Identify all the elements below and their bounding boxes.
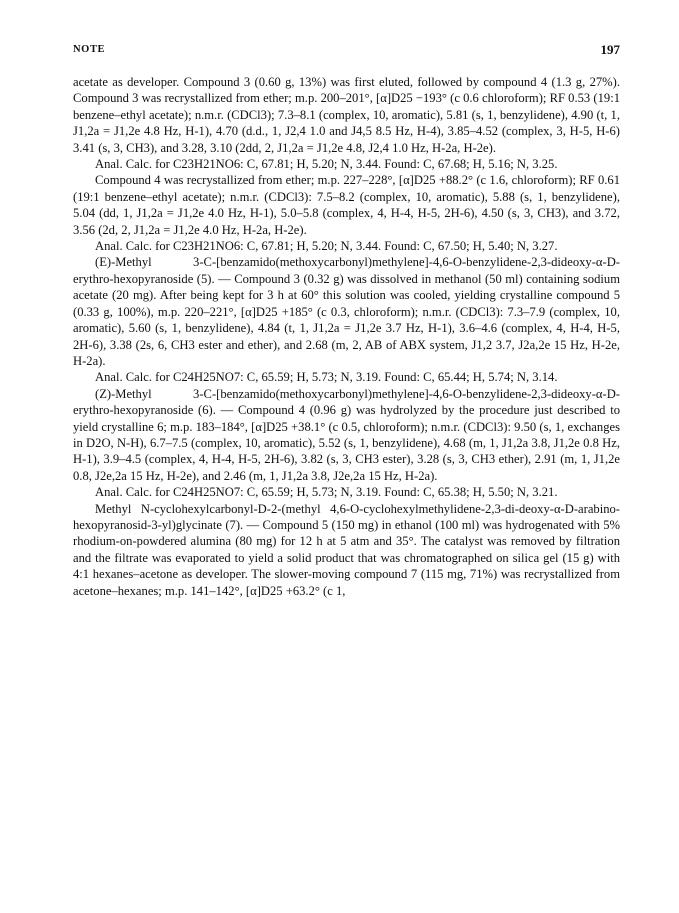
paragraph-compound-5: (E)-Methyl 3-C-[benzamido(methoxycarbonyl)methylene]-4,6-O-benzylidene-2,3-dideoxy-α-D-erythro-hexopyranoside (5). — Compound 3 (0.32 g) was dissolved in methanol (50 ml) containing sodium acetate (20 mg). After being kept for 3 h at 60° this solution was cooled, yielding crystalline compound 5 (0.33 g, 100%), m.p. 220–221°, [α]D25 +185° (c 0.3, chloroform); n.m.r. (CDCl3): 7.3–7.9 (complex, 10, aromatic), 5.60 (s, 1, benzylidene), 4.84 (t, 1, J1,2a = J1,2e 3.7 Hz, H-1), 3.6–4.6 (complex, 4, H-4, H-5, 2H-6), 3.38 (2s, 6, CH3 ester and ether), and 2.68 (m, 2, AB of ABX system, J1,2 3.7, J2a,2e 15 Hz, H-2e, H-2a). (73, 255, 620, 368)
paragraph-compound-4-data: Compound 4 was recrystallized from ether; m.p. 227–228°, [α]D25 +88.2° (c 1.6, chloroform); RF 0.61 (19:1 benzene–ethyl acetate); n.m.r. (CDCl3): 7.5–8.2 (complex, 10, aromatic), 5.88 (s, 1, benzylidene), 5.04 (dd, 1, J1,2a = J1,2e 4.0 Hz, H-1), 5.0–5.8 (complex, 4, H-4, H-5, 2H-6), 4.50 (s, 3, CH3), and 3.72, 3.56 (2d, 2, J1,2a = J1,2e 4.0 Hz, H-2a, H-2e). (73, 173, 620, 237)
paragraph-analysis-3: Anal. Calc. for C23H21NO6: C, 67.81; H, 5.20; N, 3.44. Found: C, 67.68; H, 5.16; N, 3.25. (95, 157, 558, 172)
paragraph-analysis-6: Anal. Calc. for C24H25NO7: C, 65.59; H, 5.73; N, 3.19. Found: C, 65.38; H, 5.50; N, 3.21. (95, 485, 558, 500)
paragraph-analysis-4: Anal. Calc. for C23H21NO6: C, 67.81; H, 5.20; N, 3.44. Found: C, 67.50; H, 5.40; N, 3.27. (95, 239, 558, 254)
page-number: 197 (600, 42, 620, 57)
paragraph-compound-7: Methyl N-cyclohexylcarbonyl-D-2-(methyl 4,6-O-cyclohexylmethylidene-2,3-di-deoxy-α-D-arabino-hexopyranosid-3-yl)glycinate (7). — Compound 5 (150 mg) in ethanol (100 ml) was hydrogenated with 5% rhodium-on-powdered alumina (80 mg) for 12 h at 5 atm and 35°. The catalyst was removed by filtration and the filtrate was evaporated to yield a solid product that was chromatographed on silica gel (15 g) with 4:1 hexanes–acetone as developer. The slower-moving compound 7 (115 mg, 71%) was recrystallized from acetone–hexanes; m.p. 141–142°, [α]D25 +63.2° (c 1, (73, 501, 620, 598)
paragraph-compound-6: (Z)-Methyl 3-C-[benzamido(methoxycarbonyl)methylene]-4,6-O-benzylidene-2,3-dideoxy-α-D-erythro-hexopyranoside (6). — Compound 4 (0.96 g) was hydrolyzed by the procedure just described to yield crystalline 6; m.p. 183–184°, [α]D25 +38.1° (c 0.5, chloroform); n.m.r. (CDCl3): 9.50 (s, 1, exchanges in D2O, N-H), 6.7–7.5 (complex, 10, aromatic), 5.52 (s, 1, benzylidene), 4.68 (m, 1, J1,2a 3.8, J1,2e 0.8 Hz, H-1), 3.9–4.5 (complex, 4, H-4, H-5, 2H-6), 3.82 (s, 3, CH3 ester), 3.28 (s, 3, CH3 ether), 2.91 (m, 1, J1,2e 0.8, J2e,2a 15 Hz, H-2e), and 2.46 (m, 1, J1,2a 3.8, J2e,2a 15 Hz, H-2a). (73, 386, 620, 483)
paragraph-analysis-5: Anal. Calc. for C24H25NO7: C, 65.59; H, 5.73; N, 3.19. Found: C, 65.44; H, 5.74; N, 3.14. (95, 370, 558, 385)
paragraph-compound-3-data: acetate as developer. Compound 3 (0.60 g, 13%) was first eluted, followed by compound 4 (1.3 g, 27%). Compound 3 was recrystallized from ether; m.p. 200–201°, [α]D25 −193° (c 0.6 chloroform); RF 0.53 (19:1 benzene–ethyl acetate); n.m.r. (CDCl3); 7.3–8.1 (complex, 10, aromatic), 5.81 (s, 1, benzylidene), 4.90 (t, 1, J1,2a = J1,2e 4.8 Hz, H-1), 4.70 (d.d., 1, J2,4 1.0 and J4,5 8.5 Hz, H-4), 3.85–4.52 (complex, 3, H-5, H-6) 3.41 (s, 3, CH3), and 3.28, 3.10 (2dd, 2, J1,2a = J1,2e 4.8, J2,4 1.0 Hz, H-2a, H-2e). (73, 75, 620, 155)
section-label: NOTE (73, 44, 106, 55)
running-header (73, 44, 620, 60)
article-body (73, 74, 620, 599)
